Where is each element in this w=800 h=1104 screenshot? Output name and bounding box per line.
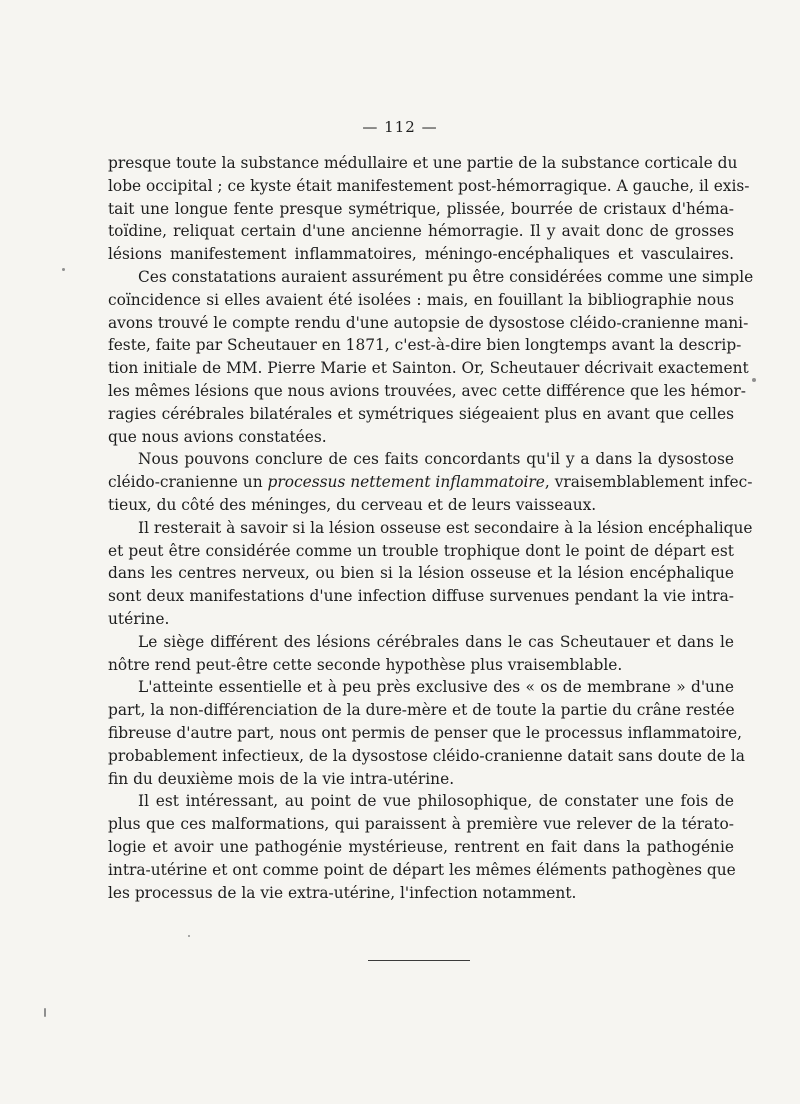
text-line: presque toute la substance médullaire et une partie de la substance corticale du bbox=[108, 154, 738, 172]
text-segment: cléido-cranienne un bbox=[108, 473, 268, 492]
text-line: lobe occipital ; ce kyste était manifestement post-hémorragique. A gauche, il exis- bbox=[108, 176, 750, 195]
text-line: tieux, du côté des méninges, du cerveau et de leurs vaisseaux. bbox=[108, 495, 597, 514]
paragraph-4 bbox=[108, 517, 753, 631]
page-number: — 112 — bbox=[362, 118, 438, 136]
scan-speck bbox=[44, 1008, 46, 1017]
text-line: dans les centres nerveux, ou bien si la lésion osseuse et la lésion encéphalique bbox=[108, 564, 734, 583]
body-text bbox=[108, 152, 754, 904]
text-line: tait une longue fente presque symétrique, plissée, bourrée de cristaux d'héma- bbox=[108, 199, 734, 218]
scan-speck bbox=[188, 935, 190, 937]
text-line: sont deux manifestations d'une infection diffuse survenues pendant la vie intra- bbox=[108, 587, 734, 606]
text-line: Le siège différent des lésions cérébrales dans le cas Scheutauer et dans le bbox=[138, 632, 734, 651]
text-line: ragies cérébrales bilatérales et symétriques siégeaient plus en avant que celles bbox=[108, 404, 734, 423]
paragraph-1 bbox=[108, 152, 750, 266]
emphasis-text: processus nettement inflammatoire bbox=[267, 473, 545, 492]
text-line: utérine. bbox=[108, 609, 170, 628]
text-line: Nous pouvons conclure de ces faits concordants qu'il y a dans la dysostose bbox=[138, 450, 734, 469]
text-segment: , vraisemblablement infec- bbox=[544, 473, 753, 492]
text-line: tion initiale de MM. Pierre Marie et Sainton. Or, Scheutauer décrivait exactement bbox=[108, 359, 749, 378]
text-line: Il resterait à savoir si la lésion osseuse est secondaire à la lésion encéphalique bbox=[138, 518, 753, 537]
text-line: les processus de la vie extra-utérine, l'infection notamment. bbox=[108, 883, 577, 902]
text-line: coïncidence si elles avaient été isolées : mais, en fouillant la bibliographie nous bbox=[108, 290, 734, 309]
text-line: fibreuse d'autre part, nous ont permis de penser que le processus inflammatoire, bbox=[108, 723, 742, 742]
paragraph-3 bbox=[108, 448, 753, 516]
text-line: Il est intéressant, au point de vue philosophique, de constater une fois de bbox=[138, 792, 734, 811]
text-line: avons trouvé le compte rendu d'une autopsie de dysostose cléido-cranienne mani- bbox=[108, 313, 749, 332]
text-line: les mêmes lésions que nous avions trouvées, avec cette différence que les hémor- bbox=[108, 381, 746, 400]
text-line: et peut être considérée comme un trouble trophique dont le point de départ est bbox=[108, 541, 734, 560]
scan-speck bbox=[752, 378, 756, 382]
text-line: L'atteinte essentielle et à peu près exclusive des « os de membrane » d'une bbox=[138, 678, 734, 697]
paragraph-2 bbox=[108, 266, 754, 448]
text-line: feste, faite par Scheutauer en 1871, c'est-à-dire bien longtemps avant la descrip- bbox=[108, 336, 742, 355]
text-line-with-emphasis bbox=[108, 471, 753, 494]
text-line: plus que ces malformations, qui paraissent à première vue relever de la térato- bbox=[108, 815, 734, 834]
text-line: intra-utérine et ont comme point de départ les mêmes éléments pathogènes que bbox=[108, 860, 736, 879]
closing-rule bbox=[368, 960, 470, 961]
text-line: que nous avions constatées. bbox=[108, 427, 327, 446]
paragraph-7 bbox=[108, 790, 734, 904]
text-line: probablement infectieux, de la dysostose cléido-cranienne datait sans doute de la bbox=[108, 746, 745, 765]
text-line: fin du deuxième mois de la vie intra-utérine. bbox=[108, 769, 455, 788]
scan-speck bbox=[62, 268, 65, 271]
text-line: toïdine, reliquat certain d'une ancienne hémorragie. Il y avait donc de grosses bbox=[108, 222, 734, 241]
text-line: Ces constatations auraient assurément pu être considérées comme une simple bbox=[138, 267, 754, 286]
paragraph-5 bbox=[108, 631, 734, 677]
paragraph-6 bbox=[108, 676, 745, 790]
text-line: part, la non-différenciation de la dure-mère et de toute la partie du crâne restée bbox=[108, 701, 735, 720]
text-line: logie et avoir une pathogénie mystérieuse, rentrent en fait dans la pathogénie bbox=[108, 837, 734, 856]
text-line: nôtre rend peut-être cette seconde hypothèse plus vraisemblable. bbox=[108, 655, 623, 674]
text-line: lésions manifestement inflammatoires, méningo-encéphaliques et vasculaires. bbox=[108, 245, 734, 264]
